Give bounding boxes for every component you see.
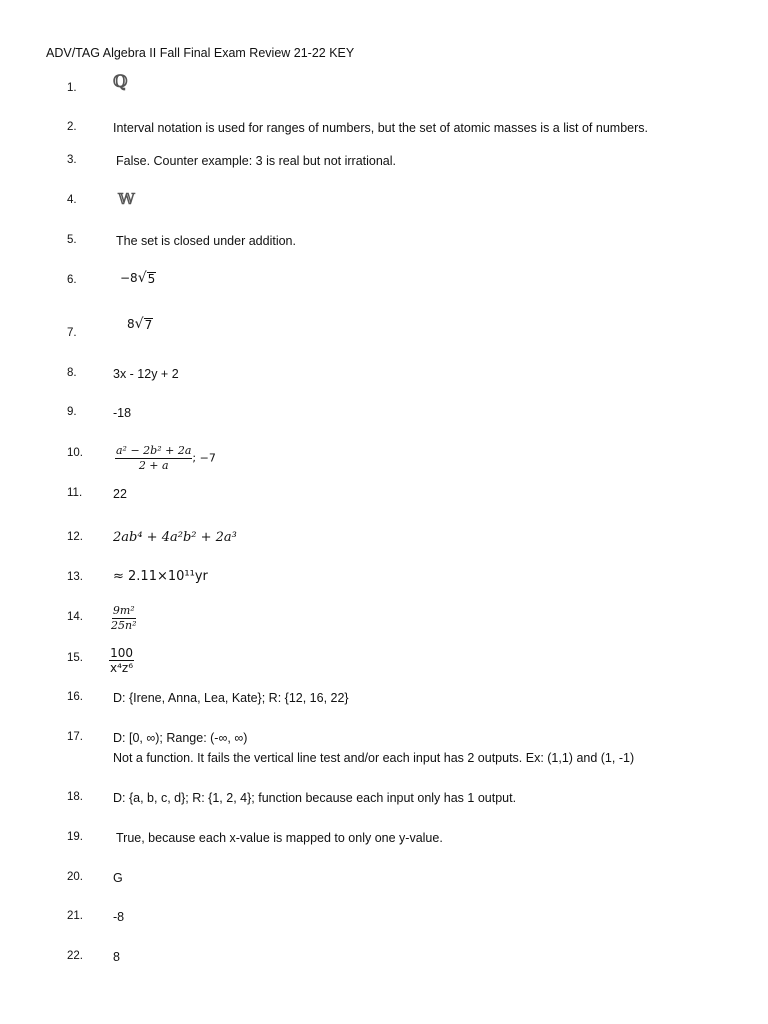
answer-text: D: [0, ∞); Range: (-∞, ∞): [113, 731, 248, 745]
answer-row: [0, 190, 768, 214]
answer-text: 22: [113, 487, 127, 501]
whole-numbers-symbol: 𝕎: [118, 190, 134, 208]
fraction: [110, 605, 138, 632]
answer-number: 16.: [67, 691, 83, 703]
fraction-expression: [110, 605, 138, 632]
radical-coefficient: 8: [127, 317, 135, 331]
answer-text: 8: [113, 950, 120, 964]
answer-number: 10.: [67, 447, 83, 459]
fraction: [115, 445, 192, 472]
answer-number: 11.: [67, 487, 83, 499]
answer-row: [0, 950, 768, 970]
rational-numbers-symbol: ℚ: [113, 72, 127, 92]
answer-number: 5.: [67, 234, 77, 246]
radical-expression: [120, 271, 156, 286]
answer-text: True, because each x-value is mapped to only one y-value.: [116, 831, 443, 845]
answer-text: Interval notation is used for ranges of numbers, but the set of atomic masses is a list of numbers.: [113, 121, 648, 135]
answer-number: 15.: [67, 652, 83, 664]
answer-row: [0, 270, 768, 294]
answer-number: 12.: [67, 531, 83, 543]
answer-number: 17.: [67, 731, 83, 743]
answer-number: 9.: [67, 406, 77, 418]
answer-number: 13.: [67, 571, 83, 583]
answer-row: [0, 731, 768, 771]
answer-row: [0, 234, 768, 254]
answer-text: G: [113, 871, 123, 885]
answer-text: D: {a, b, c, d}; R: {1, 2, 4}; function because each input only has 1 output.: [113, 791, 517, 805]
answer-text: D: {Irene, Anna, Lea, Kate}; R: {12, 16, 22}: [113, 691, 349, 705]
radical-expression: [127, 317, 153, 332]
answer-row: [0, 72, 768, 100]
answer-number: 3.: [67, 154, 77, 166]
answer-number: 22.: [67, 950, 83, 962]
fraction-numerator: a² − 2b² + 2a: [116, 444, 192, 457]
answer-text: The set is closed under addition.: [116, 234, 296, 248]
answer-number: 4.: [67, 194, 77, 206]
answer-row: [0, 367, 768, 387]
answer-number: 1.: [67, 82, 77, 94]
answer-row: [0, 646, 768, 675]
radicand: 5: [147, 272, 156, 286]
answer-number: 20.: [67, 871, 83, 883]
fraction-suffix: ; −7: [192, 451, 216, 465]
square-root: √ 7: [134, 316, 153, 332]
scientific-notation: ≈ 2.11×10¹¹yr: [113, 569, 208, 584]
fraction: [109, 647, 134, 674]
answer-row: [0, 316, 768, 347]
answer-text: 3x - 12y + 2: [113, 367, 179, 381]
answer-row: [0, 791, 768, 811]
answer-number: 2.: [67, 121, 77, 133]
answer-number: 14.: [67, 611, 83, 623]
fraction-numerator: 100: [110, 646, 133, 660]
fraction-denominator: x⁴z⁶: [110, 661, 134, 675]
answer-row: [0, 831, 768, 851]
answer-number: 21.: [67, 910, 83, 922]
answer-row: [0, 121, 768, 141]
answer-row: [0, 691, 768, 711]
radical-coefficient: −8: [120, 271, 138, 285]
polynomial-expression: 2ab⁴ + 4a²b² + 2a³: [113, 530, 237, 545]
answer-row: [0, 571, 768, 591]
answer-text: False. Counter example: 3 is real but not irrational.: [116, 154, 396, 168]
fraction-expression: [109, 647, 134, 674]
fraction-denominator: 25n²: [111, 619, 137, 632]
answer-row: [0, 487, 768, 507]
answer-text: -8: [113, 910, 125, 924]
answer-number: 18.: [67, 791, 83, 803]
document-title: ADV/TAG Algebra II Fall Final Exam Review 21-22 KEY: [46, 46, 355, 60]
answer-number: 7.: [67, 327, 77, 339]
square-root: √ 5: [137, 270, 156, 286]
answer-row: [0, 531, 768, 551]
answer-row: [0, 406, 768, 426]
answer-row: [0, 444, 768, 472]
answer-row: [0, 154, 768, 174]
answer-number: 8.: [67, 367, 77, 379]
fraction-numerator: 9m²: [112, 604, 135, 617]
answer-row: [0, 871, 768, 891]
fraction-denominator: 2 + a: [138, 459, 169, 472]
answer-row: [0, 910, 768, 930]
answer-text: -18: [113, 406, 132, 420]
answer-number: 6.: [67, 274, 77, 286]
answer-row: [0, 604, 768, 632]
radicand: 7: [144, 318, 153, 332]
answer-number: 19.: [67, 831, 83, 843]
fraction-expression: [115, 445, 216, 472]
answer-text-continued: Not a function. It fails the vertical line test and/or each input has 2 outputs. Ex: (1,1) and (1, -1): [113, 751, 635, 765]
